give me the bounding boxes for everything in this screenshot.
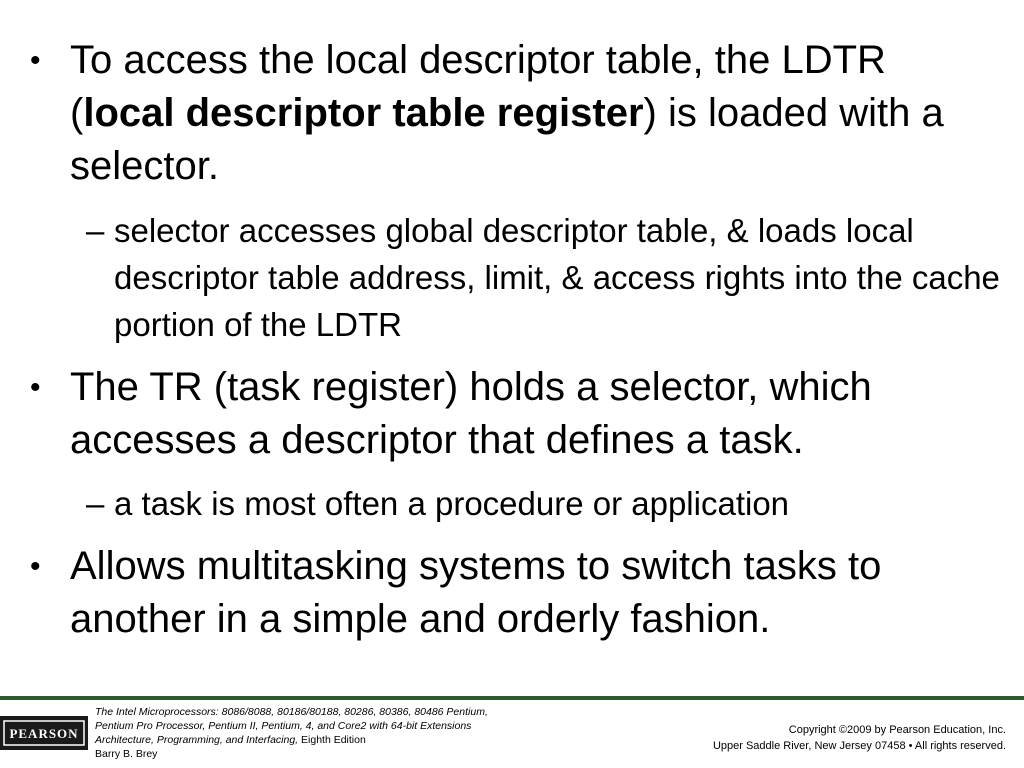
pearson-logo	[0, 716, 88, 750]
bullet-glyph: •	[30, 44, 41, 77]
copyright-notice	[586, 722, 1006, 754]
copyright-line-2: Upper Saddle River, New Jersey 07458 • All rights reserved.	[712, 740, 1006, 752]
bullet-3	[30, 540, 990, 646]
dash-glyph: –	[86, 212, 105, 249]
footer-divider	[0, 696, 1024, 700]
bullet-1	[30, 34, 990, 193]
bullet-3-text: Allows multitasking systems to switch tasks to another in a simple and orderly fashion.	[70, 544, 882, 641]
book-citation	[95, 705, 565, 761]
bold-term: local descriptor table register	[83, 91, 644, 135]
sub-bullet-1	[86, 207, 1006, 348]
bullet-2	[30, 361, 990, 467]
bullet-1-text: To access the local descriptor table, the LDTR (local descriptor table register) is loaded with a selector.	[70, 38, 944, 188]
book-models-line: Pentium Pro Processor, Pentium II, Pentium, 4, and Core2 with 64-bit Extensions	[95, 720, 472, 732]
book-subtitle-line: Architecture, Programming, and Interfacing, Eighth Edition	[95, 734, 366, 746]
pearson-logo-mark	[3, 720, 85, 746]
dash-glyph: –	[86, 485, 105, 522]
book-author: Barry B. Brey	[95, 748, 158, 760]
bullet-2-text: The TR (task register) holds a selector, which accesses a descriptor that defines a task.	[70, 365, 872, 462]
book-title-line: The Intel Microprocessors: 8086/8088, 80186/80188, 80286, 80386, 80486 Pentium,	[95, 706, 488, 718]
sub-bullet-2-text: a task is most often a procedure or application	[114, 485, 790, 522]
logo-text: PEARSON	[9, 726, 79, 741]
sub-bullet-2	[86, 480, 1006, 527]
bullet-glyph: •	[30, 371, 41, 404]
bullet-glyph: •	[30, 550, 41, 583]
copyright-line-1: Copyright ©2009 by Pearson Education, Inc.	[788, 724, 1006, 736]
sub-bullet-1-text: selector accesses global descriptor table, & loads local descriptor table address, limit, & access rights into the cache portion of the LDTR	[114, 212, 1000, 343]
